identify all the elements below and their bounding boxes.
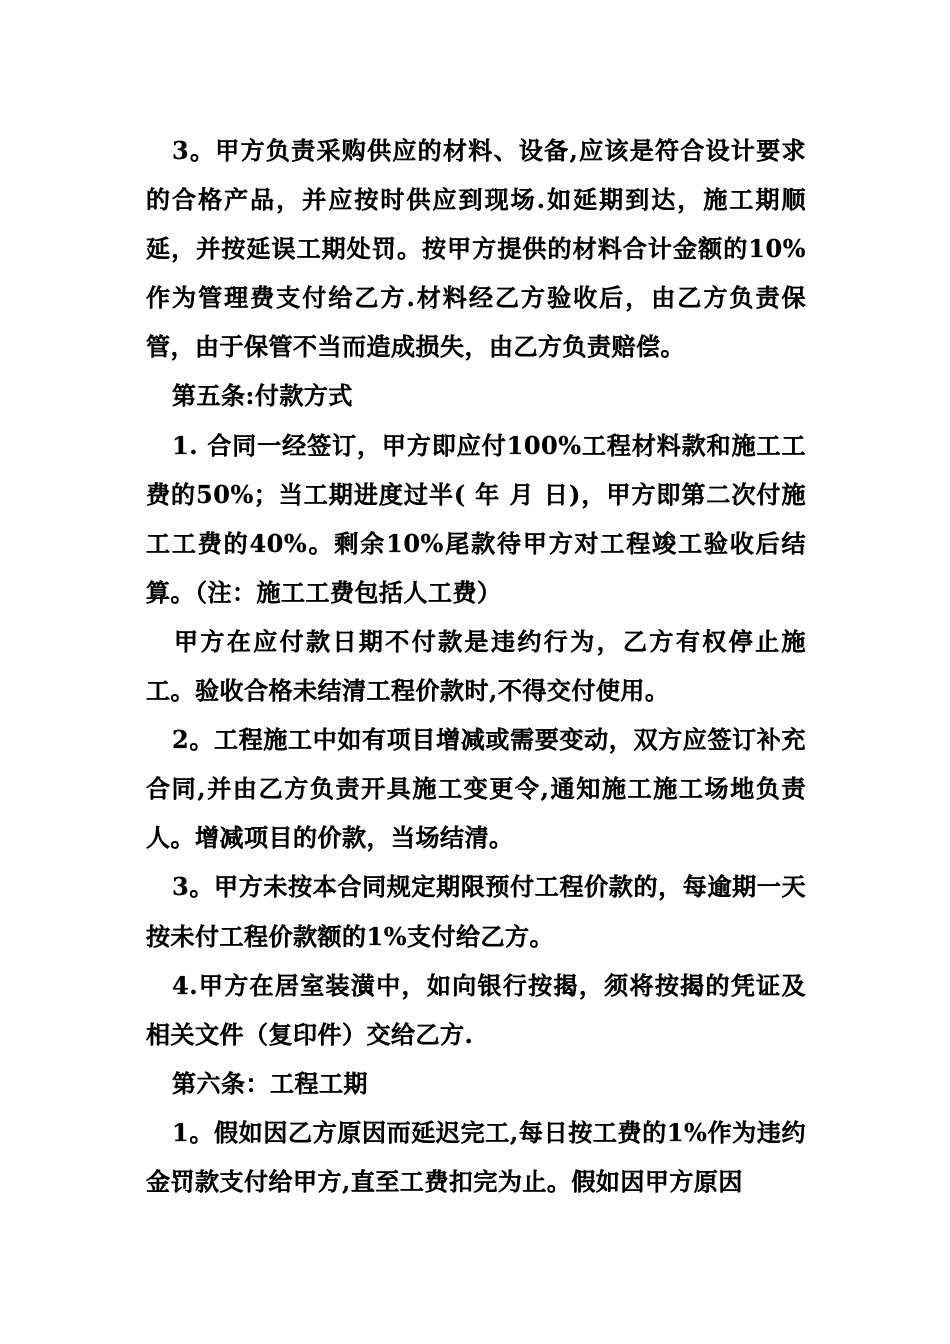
paragraph-material-supply: 3。甲方负责采购供应的材料、设备,应该是符合设计要求的合格产品，并应按时供应到现场.如延期到达，施工期顺延，并按延误工期处罚。按甲方提供的材料合计金额的10%作为管理费支付给乙方.材料经乙方验收后，由乙方负责保管，由于保管不当而造成损失，由乙方负责赔偿。 bbox=[146, 136, 806, 362]
heading-article-six: 第六条：工程工期 bbox=[172, 1068, 368, 1098]
paragraph-payment-3: 3。甲方未按本合同规定期限预付工程价款的，每逾期一天按未付工程价款额的1%支付给乙方。 bbox=[146, 872, 806, 951]
paragraph-payment-2: 2。工程施工中如有项目增减或需要变动，双方应签订补充合同,并由乙方负责开具施工变更令,通知施工施工场地负责人。增减项目的价款，当场结清。 bbox=[146, 725, 806, 853]
paragraph-payment-1: 1. 合同一经签订，甲方即应付100%工程材料款和施工工费的50%；当工期进度过半( 年 月 日)，甲方即第二次付施工工费的40%。剩余10%尾款待甲方对工程竣工验收后结算。（注：施工工费包括人工费） bbox=[146, 430, 806, 607]
paragraph-payment-4: 4.甲方在居室装潢中，如向银行按揭，须将按揭的凭证及相关文件（复印件）交给乙方. bbox=[146, 970, 806, 1049]
heading-article-five: 第五条:付款方式 bbox=[172, 381, 353, 411]
paragraph-late-payment: 甲方在应付款日期不付款是违约行为，乙方有权停止施工。验收合格未结清工程价款时,不得交付使用。 bbox=[146, 626, 806, 706]
document-body bbox=[146, 126, 806, 1206]
paragraph-schedule-1: 1。假如因乙方原因而延迟完工,每日按工费的1%作为违约金罚款支付给甲方,直至工费扣完为止。假如因甲方原因 bbox=[146, 1117, 806, 1196]
